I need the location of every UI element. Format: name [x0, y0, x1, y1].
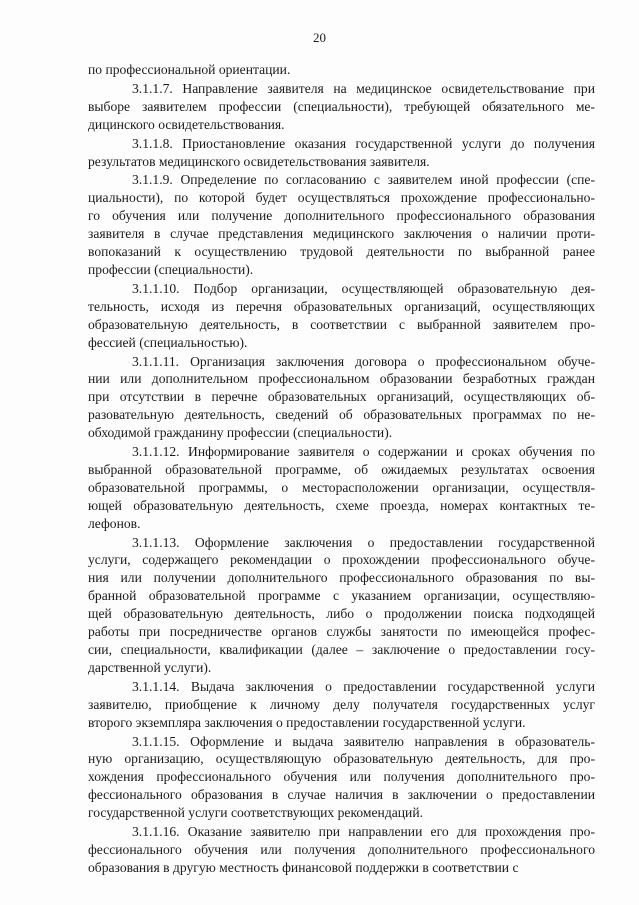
text-line: государственной услуги соответствующих рекомендаций. — [88, 805, 423, 821]
text-line: результатов медицинского освидетельствования заявителя. — [88, 153, 430, 169]
text-line: дицинского освидетельствования. — [88, 116, 285, 132]
text-line: при отсутствии в перечне образовательных организаций, осуществляющих об- — [88, 389, 595, 405]
text-line: обходимой гражданину профессии (специальности). — [88, 425, 393, 441]
text-line: бранной образовательной программе с указанием организации, осуществляю- — [88, 588, 595, 604]
paragraph — [88, 678, 595, 732]
paragraph — [88, 171, 595, 278]
text-line: циальности), по которой будет осуществляться прохождение профессионально- — [88, 190, 595, 206]
text-line: образования в другую местность финансовой поддержки в соответствии с — [88, 859, 519, 875]
text-line: лефонов. — [88, 515, 141, 531]
text-line: профессии (специальности). — [88, 261, 254, 277]
text-line: дарственной услуги). — [88, 659, 212, 675]
document-body — [88, 61, 595, 877]
text-line: 3.1.1.14. Выдача заключения о предоставлении государственной услуги — [132, 678, 595, 694]
page-number: 20 — [313, 30, 326, 45]
text-line: фессией (специальностью). — [88, 334, 248, 350]
text-line: 3.1.1.15. Оформление и выдача заявителю направления в образователь- — [132, 733, 595, 749]
text-line: ющей образовательную деятельность, схеме проезда, номерах контактных те- — [88, 497, 595, 513]
text-line: 3.1.1.8. Приостановление оказания государственной услуги до получения — [132, 135, 595, 151]
paragraph — [88, 823, 595, 877]
text-line: заявителю, приобщение к личному делу получателя государственных услуг — [88, 696, 595, 712]
text-line: нии или дополнительном профессиональном образовании безработных граждан — [88, 371, 595, 387]
text-line: ния или получении дополнительного профессионального образования по вы- — [88, 570, 595, 586]
text-line: 3.1.1.16. Оказание заявителю при направлении его для прохождения про- — [132, 824, 595, 840]
text-line: щей образовательную деятельность, либо о продолжении поиска подходящей — [88, 606, 595, 622]
paragraph — [88, 443, 595, 533]
text-line: 3.1.1.9. Определение по согласованию с заявителем иной профессии (спе- — [132, 172, 595, 188]
paragraph — [88, 280, 595, 352]
paragraph — [88, 135, 595, 171]
paragraph — [88, 733, 595, 823]
text-line: по профессиональной ориентации. — [88, 62, 291, 77]
text-line: образовательную деятельность, в соответствии с выбранной заявителем про- — [88, 316, 595, 332]
paragraph — [88, 534, 595, 677]
paragraph — [88, 353, 595, 443]
paragraph — [88, 80, 595, 134]
text-line: хождения профессионального обучения или получения дополнительного про- — [88, 769, 595, 785]
text-line: сии, специальности, квалификации (далее – заключение о предоставлении госу- — [88, 642, 595, 657]
text-line: ную организацию, осуществляющую образовательную деятельность, для про- — [88, 751, 595, 767]
text-line: фессионального обучения или получения дополнительного профессионального — [88, 841, 595, 857]
text-line: выборе заявителем профессии (специальности), требующей обязательного ме- — [88, 98, 595, 114]
text-line: работы при посредничестве органов службы занятости по имеющейся профес- — [88, 624, 595, 640]
text-line: заявителя в случае представления медицинского заключения о наличии проти- — [88, 226, 595, 242]
text-line: услуги, содержащего рекомендации о прохождении профессионального обуче- — [88, 552, 595, 568]
text-line: выбранной образовательной программе, об ожидаемых результатах освоения — [88, 461, 595, 477]
text-line: вопоказаний к осуществлению трудовой деятельности по выбранной ранее — [88, 244, 595, 260]
text-line: образовательной программы, о месторасположении организации, осуществля- — [88, 479, 595, 495]
text-line: 3.1.1.7. Направление заявителя на медицинское освидетельствование при — [132, 80, 595, 96]
text-line: 3.1.1.11. Организация заключения договора о профессиональном обуче- — [132, 353, 595, 369]
paragraph — [88, 61, 595, 79]
text-line: разовательную деятельность, сведений об образовательных программах по не- — [88, 407, 595, 423]
text-line: второго экземпляра заключения о предоставлении государственной услуги. — [88, 714, 526, 730]
text-line: го обучения или получение дополнительного профессионального образования — [88, 208, 595, 224]
text-line: тельность, исходя из перечня образовательных организаций, осуществляющих — [88, 298, 595, 314]
text-line: 3.1.1.13. Оформление заключения о предоставлении государственной — [132, 534, 595, 550]
text-line: фессионального образования в случае наличия в заключении о предоставлении — [88, 787, 595, 803]
text-line: 3.1.1.12. Информирование заявителя о содержании и сроках обучения по — [132, 444, 595, 460]
text-line: 3.1.1.10. Подбор организации, осуществляющей образовательную дея- — [132, 280, 595, 296]
